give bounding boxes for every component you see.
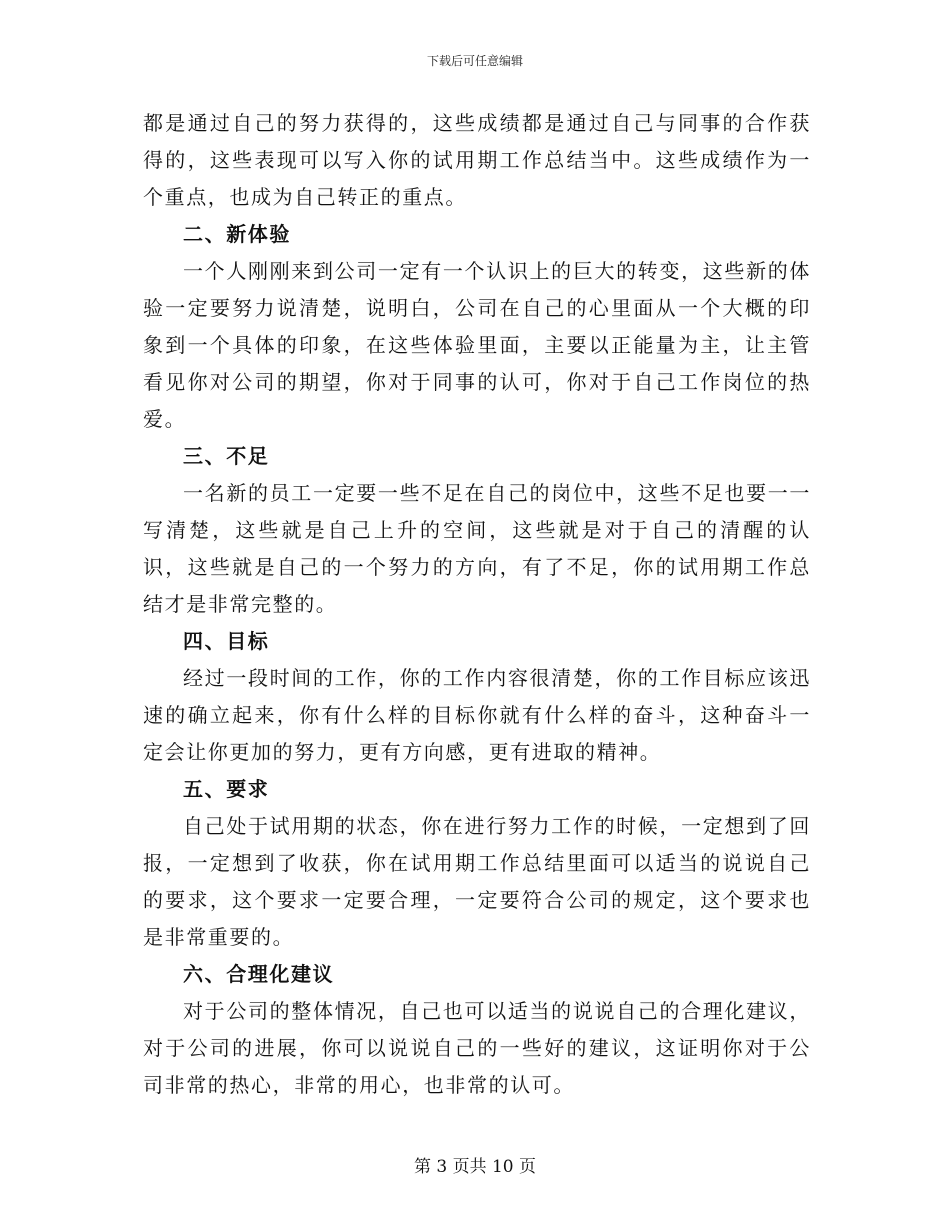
- section-body-suggestions: 对于公司的整体情况，自己也可以适当的说说自己的合理化建议，对于公司的进展，你可以说说自己的一些好的建议，这证明你对于公司非常的热心，非常的用心，也非常的认可。: [143, 999, 811, 1097]
- section-body-new-experience: 一个人刚刚来到公司一定有一个认识上的巨大的转变，这些新的体验一定要努力说清楚，说明白，公司在自己的心里面从一个大概的印象到一个具体的印象，在这些体验里面，主要以正能量为主，让主管看见你对公司的期望，你对于同事的认可，你对于自己工作岗位的热爱。: [143, 259, 811, 431]
- section-body-requests: 自己处于试用期的状态，你在进行努力工作的时候，一定想到了回报，一定想到了收获，你在试用期工作总结里面可以适当的说说自己的要求，这个要求一定要合理，一定要符合公司的规定，这个要求也是非常重要的。: [143, 814, 811, 949]
- page-number: 第 3 页共 10 页: [413, 1157, 537, 1177]
- section-body-goals: 经过一段时间的工作，你的工作内容很清楚，你的工作目标应该迅速的确立起来，你有什么样的目标你就有什么样的奋斗，这种奋斗一定会让你更加的努力，更有方向感，更有进取的精神。: [143, 666, 811, 764]
- section-heading-shortcomings: 三、不足: [183, 444, 270, 468]
- section-heading-suggestions: 六、合理化建议: [183, 962, 335, 986]
- page-header: 下载后可任意编辑: [426, 54, 523, 68]
- document-body: [143, 105, 811, 1104]
- intro-paragraph: 都是通过自己的努力获得的，这些成绩都是通过自己与同事的合作获得的，这些表现可以写入你的试用期工作总结当中。这些成绩作为一个重点，也成为自己转正的重点。: [143, 111, 811, 209]
- section-heading-new-experience: 二、新体验: [183, 222, 291, 246]
- section-body-shortcomings: 一名新的员工一定要一些不足在自己的岗位中，这些不足也要一一写清楚，这些就是自己上升的空间，这些就是对于自己的清醒的认识，这些就是自己的一个努力的方向，有了不足，你的试用期工作总结才是非常完整的。: [143, 481, 811, 616]
- section-heading-requests: 五、要求: [183, 777, 270, 801]
- section-heading-goals: 四、目标: [183, 629, 270, 653]
